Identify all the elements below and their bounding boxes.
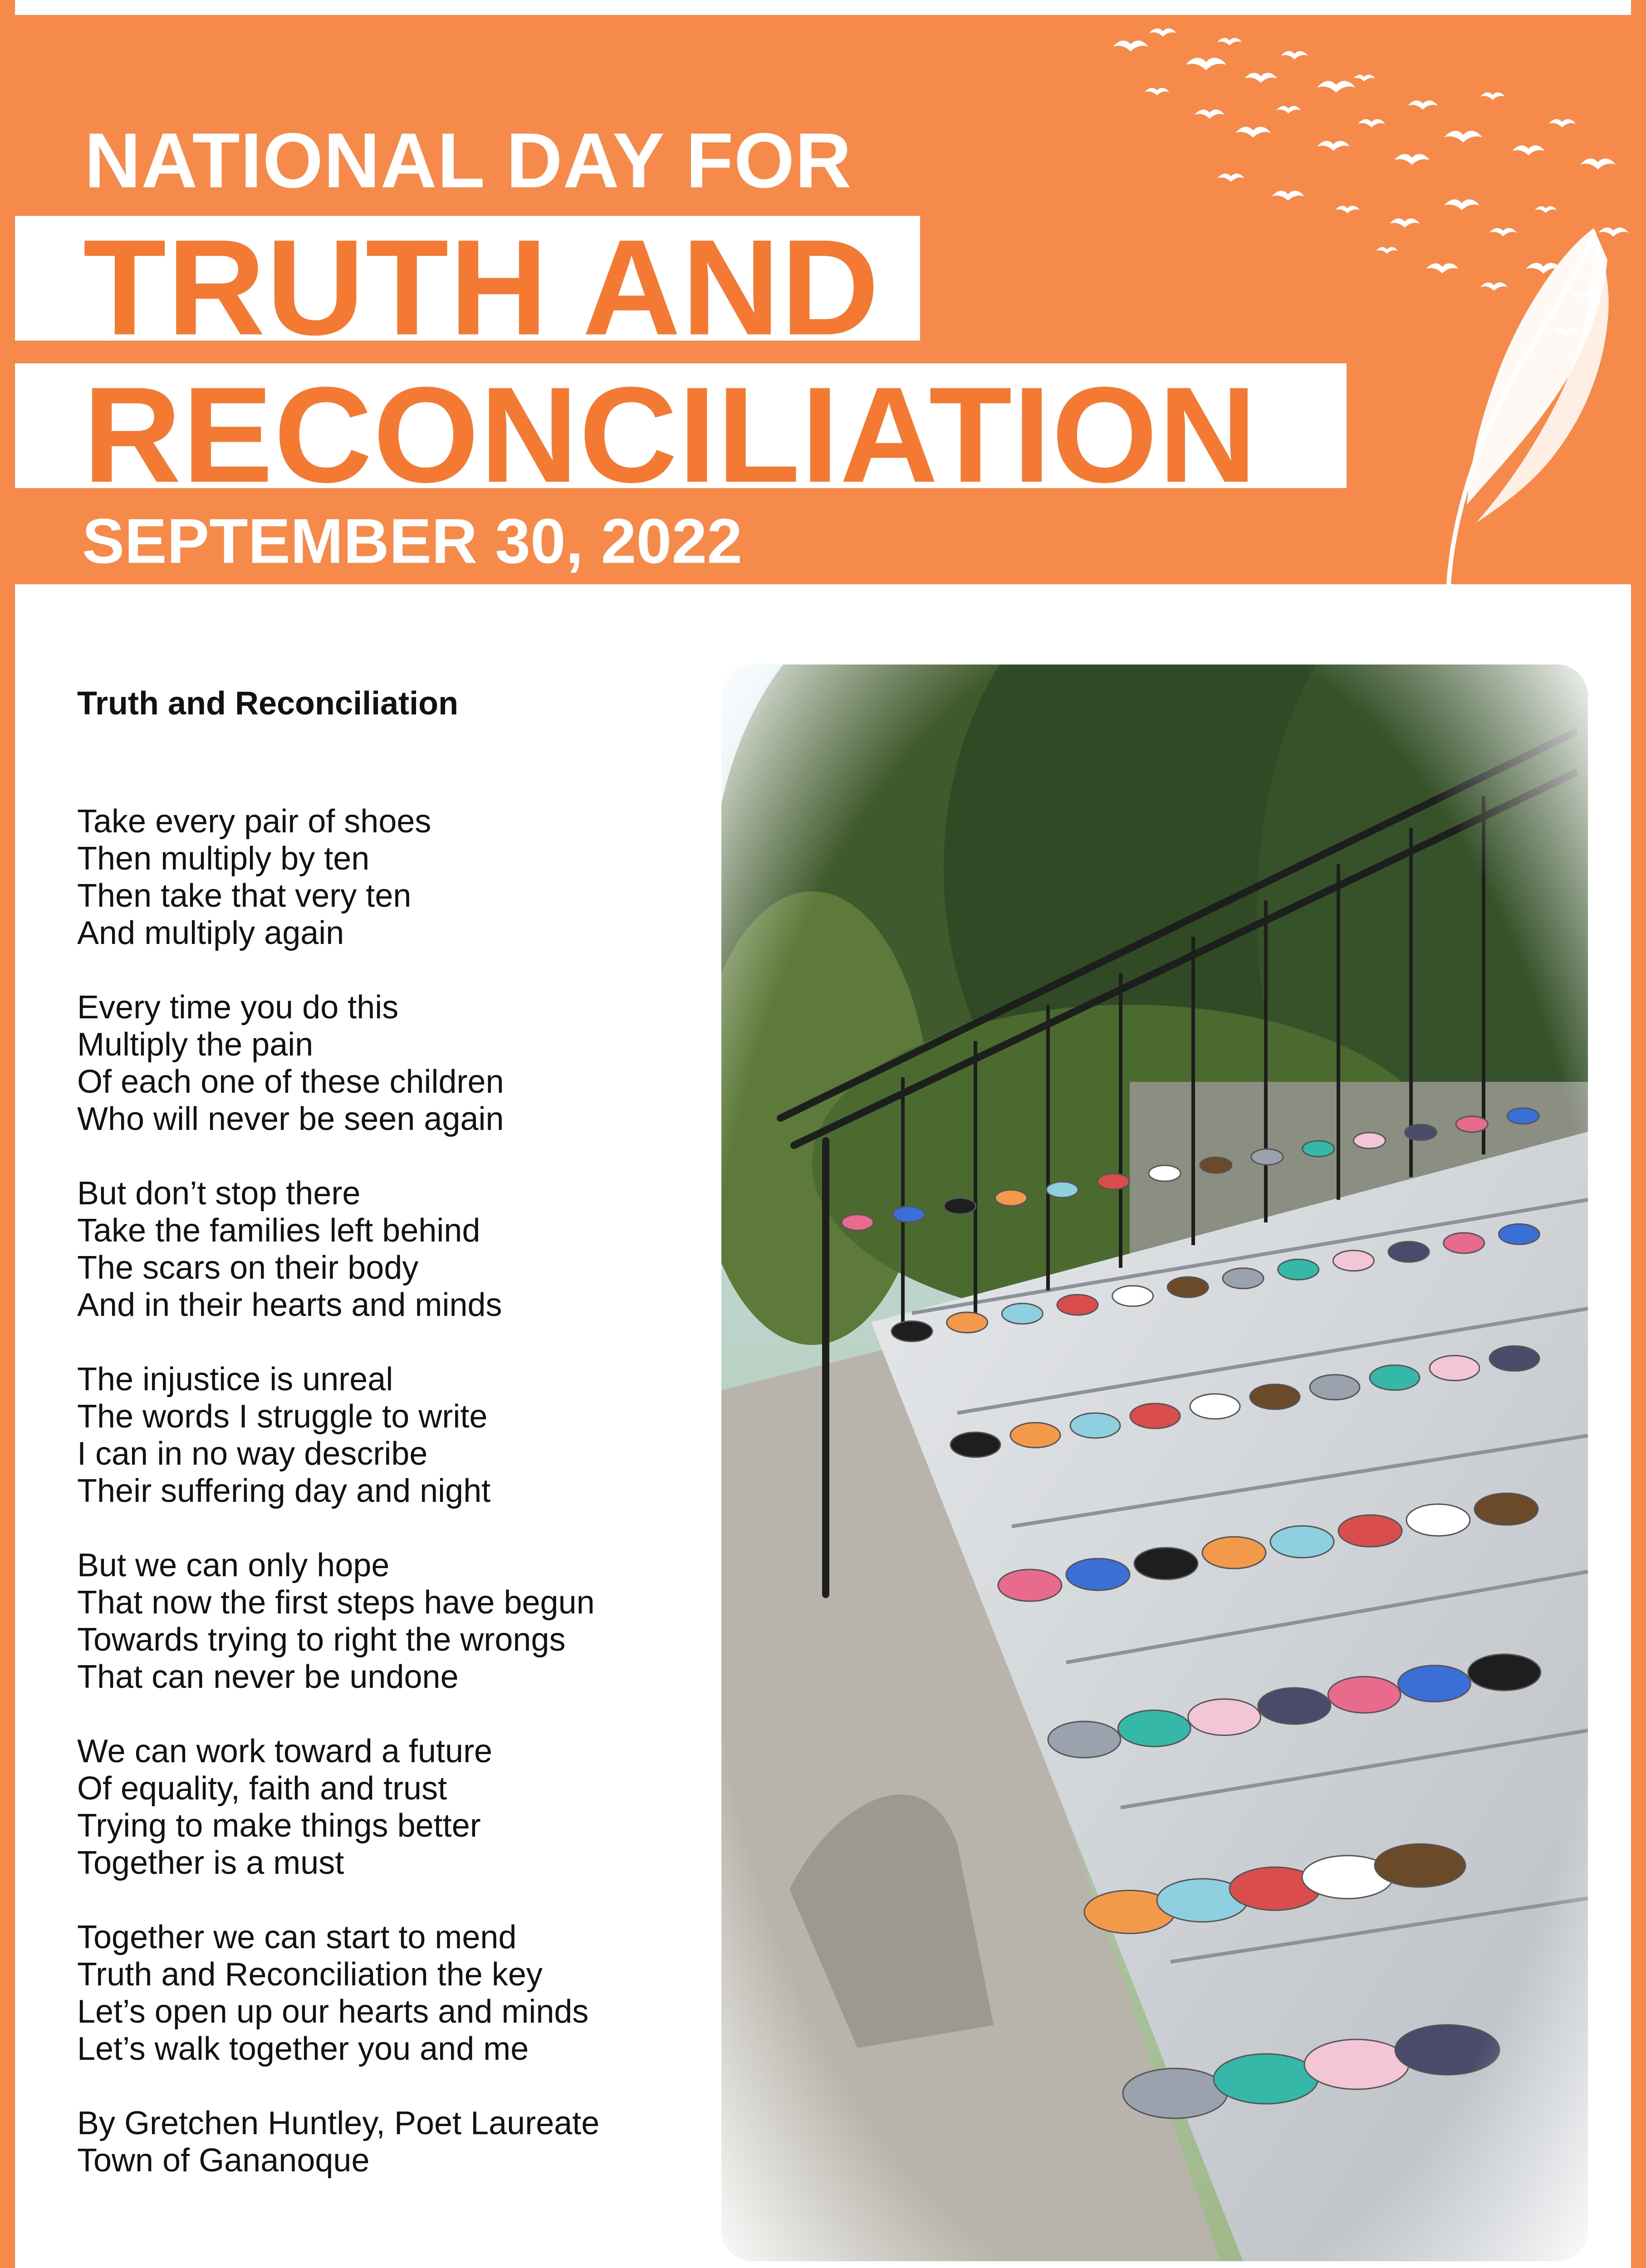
- poem-stanza: [77, 1361, 721, 1510]
- poem-line: Multiply the pain: [77, 1026, 314, 1063]
- poem-line: Of each one of these children: [77, 1064, 504, 1100]
- poem-line: But don’t stop there: [77, 1175, 361, 1212]
- poem-stanza: [77, 1547, 721, 1696]
- poem-line: And in their hearts and minds: [77, 1287, 502, 1323]
- poem-line: But we can only hope: [77, 1547, 390, 1584]
- poem-line: By Gretchen Huntley, Poet Laureate: [77, 2105, 600, 2141]
- poem-line: Of equality, faith and trust: [77, 1770, 447, 1807]
- poem-title: Truth and Reconciliation: [77, 685, 459, 722]
- poem-line: Town of Gananoque: [77, 2142, 370, 2179]
- poem-line: Then take that very ten: [77, 878, 412, 914]
- poem-stanza: [77, 1733, 721, 1882]
- children-shoes-on-steps-photo: [721, 665, 1588, 2261]
- page-border-left: [0, 0, 15, 2268]
- poem-line: Together is a must: [77, 1845, 344, 1881]
- poem-stanza: [77, 1919, 721, 2068]
- poem-line: Who will never be seen again: [77, 1101, 504, 1137]
- poem-line: I can in no way describe: [77, 1436, 428, 1472]
- poem-line: Their suffering day and night: [77, 1473, 491, 1509]
- header-banner: [15, 15, 1631, 584]
- title-line-2: RECONCILIATION: [83, 358, 1258, 511]
- poem-line: Take every pair of shoes: [77, 803, 431, 840]
- poem-line: Towards trying to right the wrongs: [77, 1622, 566, 1658]
- poem-line: We can work toward a future: [77, 1733, 493, 1769]
- poem-line: Let’s walk together you and me: [77, 2031, 529, 2067]
- poem-line: Let’s open up our hearts and minds: [77, 1994, 589, 2030]
- poem-line: Take the families left behind: [77, 1212, 480, 1249]
- poem: [77, 685, 721, 2179]
- poem-line: The injustice is unreal: [77, 1361, 393, 1398]
- poem-line: Trying to make things better: [77, 1808, 481, 1844]
- poem-line: Every time you do this: [77, 989, 399, 1026]
- poem-line: That now the first steps have begun: [77, 1584, 595, 1621]
- poem-line: Truth and Reconciliation the key: [77, 1956, 543, 1993]
- header-kicker: NATIONAL DAY FOR: [84, 117, 852, 204]
- feather-and-birds-icon: [1081, 15, 1631, 584]
- page-border-right: [1631, 0, 1646, 2268]
- poem-stanza: [77, 2105, 721, 2179]
- poem-line: The scars on their body: [77, 1250, 419, 1286]
- poem-line: And multiply again: [77, 915, 344, 951]
- poem-line: The words I struggle to write: [77, 1398, 488, 1435]
- poem-stanzas: [77, 803, 721, 2179]
- poem-stanza: [77, 989, 721, 1138]
- poem-line: That can never be undone: [77, 1659, 459, 1695]
- poem-line: Then multiply by ten: [77, 841, 370, 877]
- title-line-1: TRUTH AND: [83, 211, 880, 363]
- poem-stanza: [77, 803, 721, 952]
- poem-line: Together we can start to mend: [77, 1919, 517, 1955]
- poem-stanza: [77, 1175, 721, 1324]
- event-date: SEPTEMBER 30, 2022: [82, 505, 743, 577]
